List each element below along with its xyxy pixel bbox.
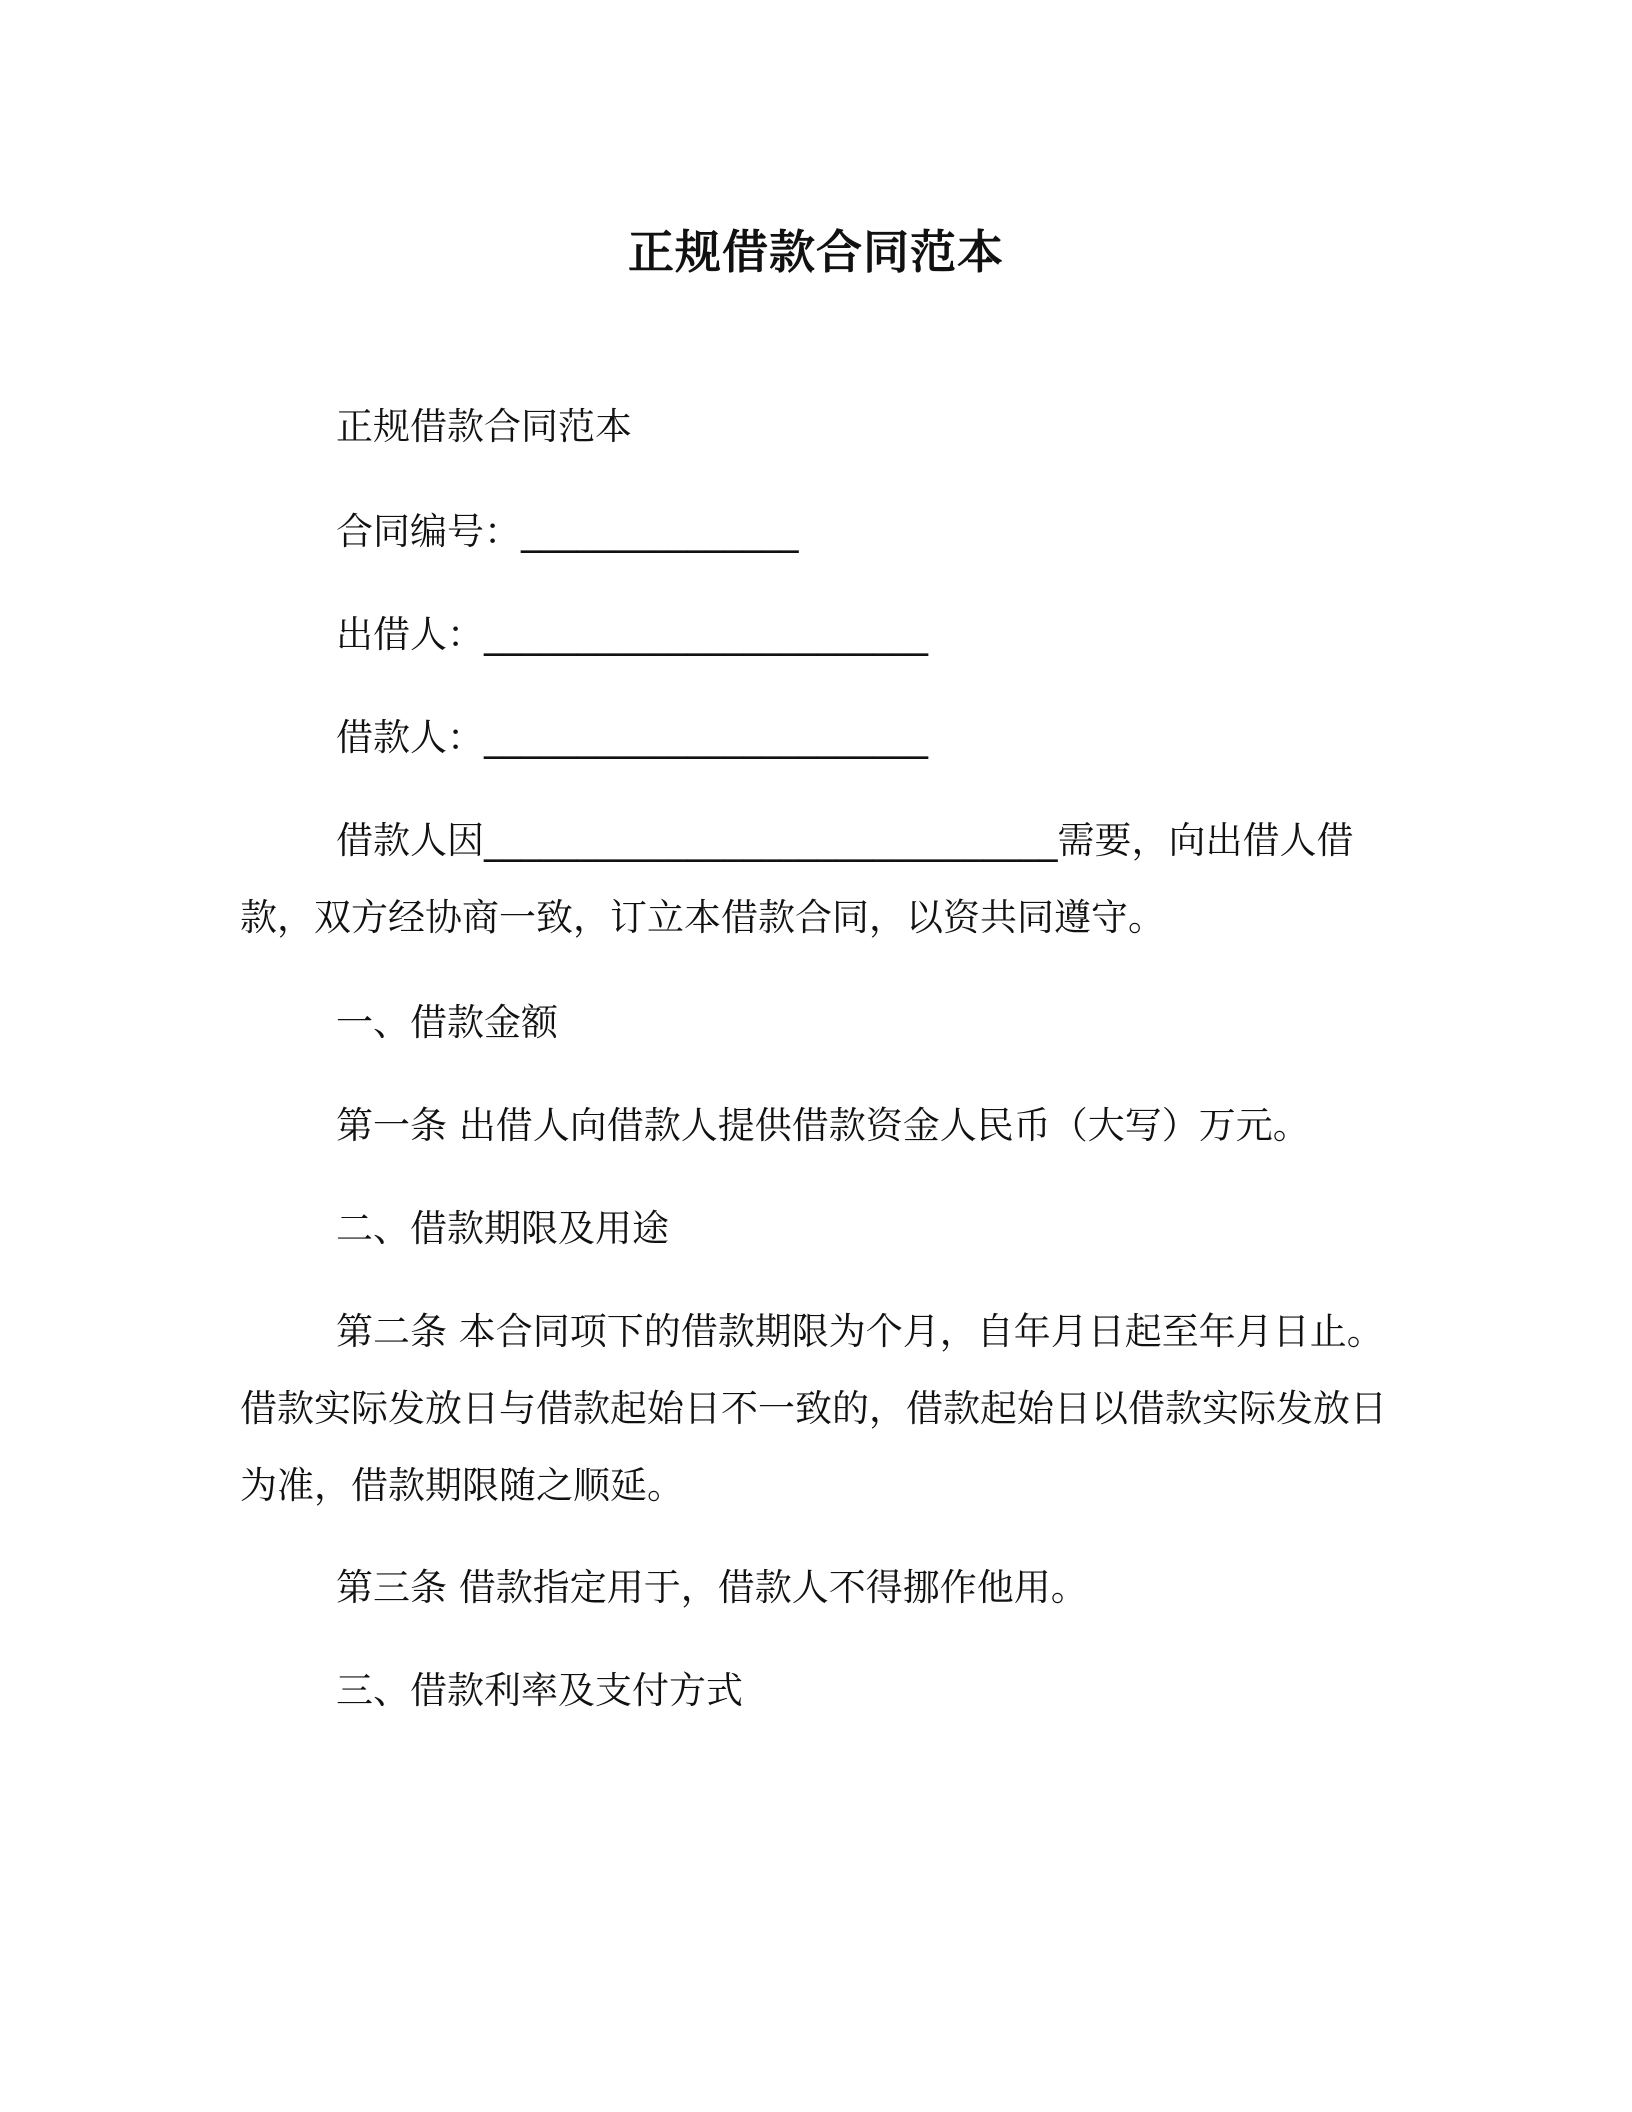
borrower-line: 借款人：________________________ <box>336 716 928 759</box>
contract-number-line: 合同编号：_______________ <box>336 510 799 553</box>
article-2-paragraph: 第二条 本合同项下的借款期限为个月，自年月日起至年月日止。借款实际发放日与借款起始日不一致的，借款起始日以借款实际发放日为准，借款期限随之顺延。 <box>240 1310 1387 1507</box>
section-heading-interest-payment: 三、借款利率及支付方式 <box>336 1669 743 1712</box>
document-title: 正规借款合同范本 <box>628 225 1004 279</box>
preamble-paragraph: 借款人因_______________________________需要，向出借人借款，双方经协商一致，订立本借款合同，以资共同遵守。 <box>240 819 1354 939</box>
subtitle-line: 正规借款合同范本 <box>336 405 632 448</box>
lender-line: 出借人：________________________ <box>336 613 928 656</box>
section-heading-term-purpose: 二、借款期限及用途 <box>336 1207 669 1250</box>
article-3-paragraph: 第三条 借款指定用于，借款人不得挪作他用。 <box>336 1566 1088 1609</box>
section-heading-amount: 一、借款金额 <box>336 1001 558 1044</box>
article-1-paragraph: 第一条 出借人向借款人提供借款资金人民币（大写）万元。 <box>336 1104 1310 1147</box>
